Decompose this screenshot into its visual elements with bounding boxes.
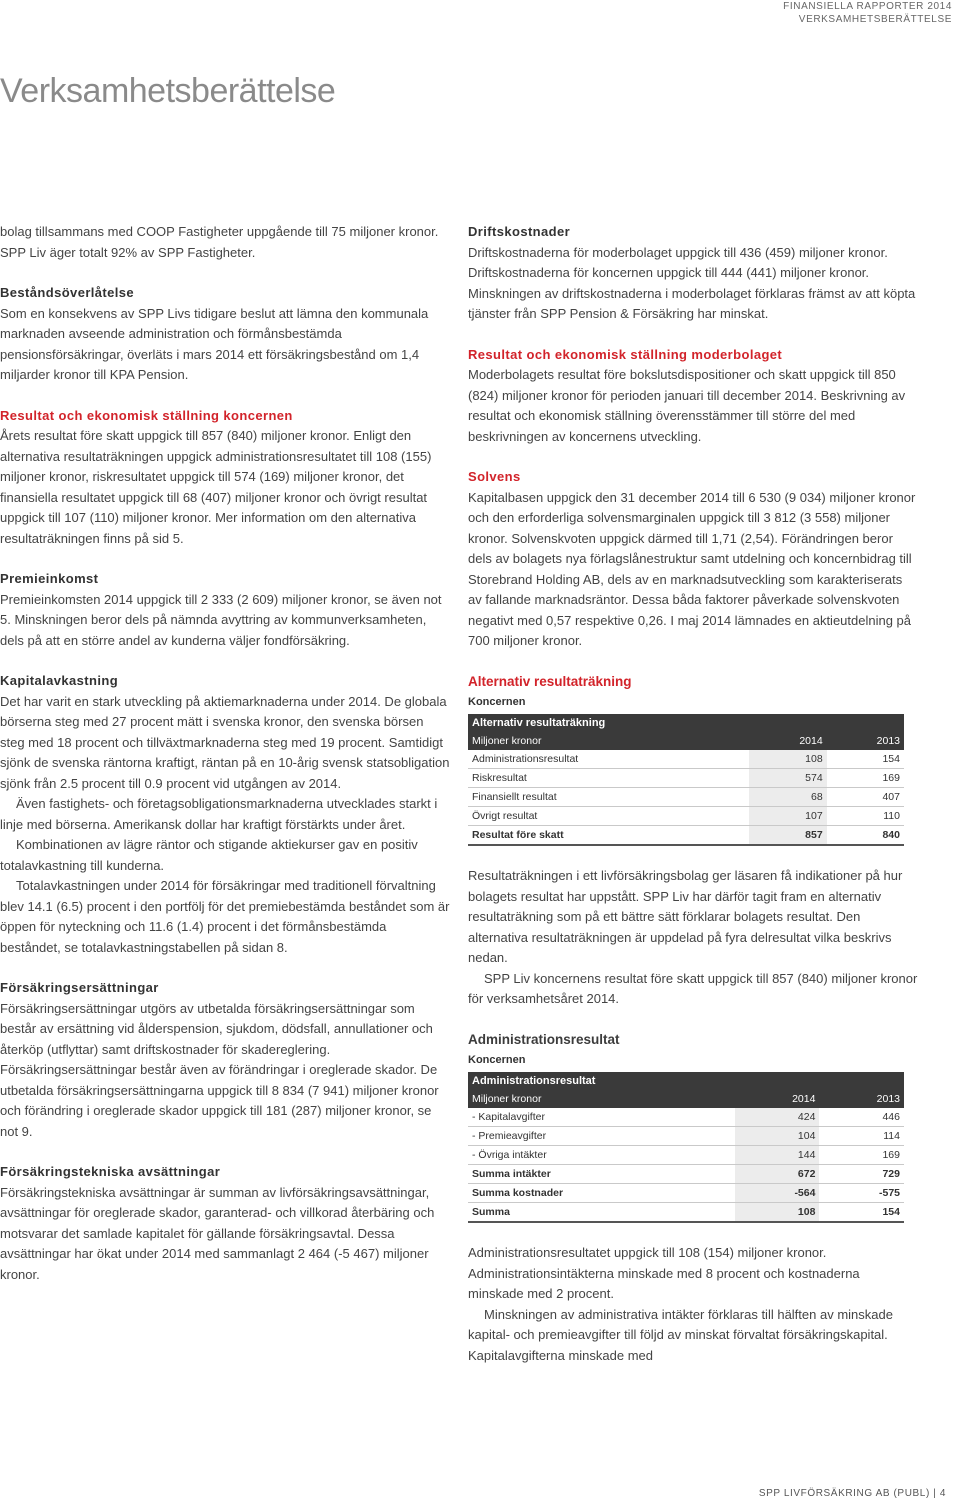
alternativ-resultatrakning-paragraph: Resultaträkningen i ett livförsäkringsbolag ger läsaren få indikationer på hur bolagets resultat har uppstått. SPP Liv har därför tagit fram en alternativ resultaträkning som på ett bättre sätt förklarar bolagets resultat. Den alternativa resultaträkningen är uppdelad på fyra delresultat vilka beskrivs nedan. [468, 868, 903, 965]
page-title: Verksamhetsberättelse [0, 72, 336, 110]
administrationsresultat-paragraph: Administrationsresultatet uppgick till 108 (154) miljoner kronor. Administrationsintäkterna minskade med 8 procent och kostnaderna minskade med 2 procent. [468, 1245, 860, 1301]
table-title: Administrationsresultat [468, 1072, 904, 1090]
cell-2014: -564 [735, 1184, 820, 1203]
table-total-row [468, 1203, 904, 1223]
table-unit: Miljoner kronor [468, 732, 749, 750]
section-text-bestandsoverlatelse: Som en konsekvens av SPP Livs tidigare beslut att lämna den kommunala marknaden avseende administration och förmånsbestämda pensionsförsäkringar, överläts i mars 2014 ett försäkringsbestånd om 1,4 miljarder kronor till KPA Pension. [0, 305, 429, 382]
cell-2013: 446 [819, 1108, 904, 1127]
cell-2014: 857 [749, 826, 826, 846]
cell-2013: 840 [827, 826, 904, 846]
table-row [468, 807, 904, 826]
column-header-2013: 2013 [819, 1090, 904, 1108]
cell-2013: 114 [819, 1127, 904, 1146]
column-header-2013: 2013 [827, 732, 904, 750]
intro-paragraph: bolag tillsammans med COOP Fastigheter uppgående till 75 miljoner kronor. SPP Liv äger totalt 92% av SPP Fastigheter. [0, 224, 439, 260]
section-heading-solvens: Solvens [468, 469, 521, 484]
page-footer: SPP LIVFÖRSÄKRING AB (PUBL) | 4 [758, 1488, 946, 1499]
cell-2014: 104 [735, 1127, 820, 1146]
section-heading-administrationsresultat: Administrationsresultat [468, 1031, 620, 1047]
table-row [468, 750, 904, 769]
alternativ-resultatrakning-table [468, 714, 904, 846]
cell-2014: 144 [735, 1146, 820, 1165]
section-heading-resultat-moderbolaget: Resultat och ekonomisk ställning moderbolaget [468, 346, 783, 362]
kapitalavkastning-paragraph: Det har varit en stark utveckling på aktiemarknaderna under 2014. De globala börserna steg med 27 procent mätt i svenska kronor, den svenska börsen steg med 18 procent och tillväxtmarknaderna steg med 19 procent. Samtidigt sjönk de svenska räntorna kraftigt, räntan på en 10-årig svensk statsobligation sjönk från 2.5 procent till 0.9 procent vid utgången av 2014. [0, 693, 450, 791]
cell-2013: 407 [827, 788, 904, 807]
cell-2014: 574 [749, 769, 826, 788]
cell-2014: 108 [735, 1203, 820, 1223]
column-header-2014: 2014 [749, 732, 826, 750]
cell-2014: 108 [749, 750, 826, 769]
section-heading-forsakringstekniska-avsattningar: Försäkringstekniska avsättningar [0, 1164, 221, 1179]
table-row [468, 1165, 904, 1184]
section-text-forsakringsersattningar: Försäkringsersättningar utgörs av utbetalda försäkringsersättningar som består av ersättning vid ålderspension, sjukdom, dödsfall, annullationer och återköp (utflyttar) samt driftskostnader för skadereglering. Försäkringsersättningar består även av förändringar i oreglerade skador. De utbetalda försäkringsersättningarna uppgick till 8 834 (7 941) miljoner kronor och förändring i oreglerade skador uppgick till 181 (287) miljoner kronor, se not 9. [0, 1000, 439, 1139]
cell-2013: 169 [827, 769, 904, 788]
administrationsresultat-paragraph: Minskningen av administrativa intäkter förklaras till hälften av minskade kapital- och premieavgifter till följd av minskat förvaltat försäkringskapital. Kapitalavgifterna minskade med [468, 1306, 893, 1363]
kapitalavkastning-paragraph: Kombinationen av lägre räntor och stigande aktiekurser gav en positiv totalavkastning till kunderna. [0, 837, 418, 873]
cell-2013: 154 [827, 750, 904, 769]
column-header-2014: 2014 [735, 1090, 820, 1108]
cell-2014: 68 [749, 788, 826, 807]
cell-2013: 169 [819, 1146, 904, 1165]
cell-2014: 424 [735, 1108, 820, 1127]
section-heading-resultat-koncernen: Resultat och ekonomisk ställning koncernen [0, 407, 293, 423]
right-column [468, 222, 918, 1366]
section-heading-driftskostnader: Driftskostnader [468, 224, 571, 239]
cell-2013: 154 [819, 1203, 904, 1223]
table-row [468, 1146, 904, 1165]
table-row [468, 1108, 904, 1127]
table-row [468, 769, 904, 788]
section-heading-kapitalavkastning: Kapitalavkastning [0, 673, 119, 688]
left-column [0, 222, 450, 1285]
cell-2014: 672 [735, 1165, 820, 1184]
cell-2013: 110 [827, 807, 904, 826]
section-text-driftskostnader: Driftskostnaderna för moderbolaget uppgick till 436 (459) miljoner kronor. Driftskostnaderna för koncernen uppgick till 444 (441) miljoner kronor. Minskningen av driftskostnaderna i moderbolaget förklaras främst av att köpta tjänster från SPP Pension & Försäkring har minskat. [468, 244, 916, 321]
row-label: Övrigt resultat [468, 807, 749, 826]
kapitalavkastning-paragraph: Även fastighets- och företagsobligationsmarknaderna utvecklades starkt i linje med börserna. Amerikansk dollar har kraftigt förstärkts under året. [0, 796, 438, 832]
section-heading-alternativ-resultatrakning: Alternativ resultaträkning [468, 673, 632, 689]
row-label: - Övriga intäkter [468, 1146, 735, 1165]
section-heading-premieinkomst: Premieinkomst [0, 571, 99, 586]
table-unit: Miljoner kronor [468, 1090, 735, 1108]
row-label: Resultat före skatt [468, 826, 749, 846]
cell-2014: 107 [749, 807, 826, 826]
section-heading-bestandsoverlatelse: Beståndsöverlåtelse [0, 285, 135, 300]
cell-2013: 729 [819, 1165, 904, 1184]
table-subtitle: Koncernen [468, 696, 526, 708]
row-label: Summa [468, 1203, 735, 1223]
row-label: Riskresultat [468, 769, 749, 788]
section-text-forsakringstekniska-avsattningar: Försäkringstekniska avsättningar är summan av livförsäkringsavsättningar, avsättningar för oreglerade skador, garanterad- och villkorad återbäring och motsvarar det samlade kapitalet för gällande försäkringsavtal. Dessa avsättningar har ökat under 2014 med sammanlagt 2 464 (-5 467) miljoner kronor. [0, 1184, 435, 1282]
kapitalavkastning-paragraph: Totalavkastningen under 2014 för försäkringar med traditionell förvaltning blev 14.1 (6.5) procent i den portfölj för det premiebestämda beståndet som är öppen för nyteckning och 11.6 (1.4) procent i det förmånsbestämda beståndet, se totalavkastningstabellen på sidan 8. [0, 878, 450, 955]
row-label: - Premieavgifter [468, 1127, 735, 1146]
header-line-1: FINANSIELLA RAPPORTER 2014 [783, 1, 952, 12]
table-subtitle: Koncernen [468, 1054, 526, 1066]
row-label: Finansiellt resultat [468, 788, 749, 807]
row-label: Summa intäkter [468, 1165, 735, 1184]
cell-2013: -575 [819, 1184, 904, 1203]
section-text-resultat-koncernen: Årets resultat före skatt uppgick till 857 (840) miljoner kronor. Enligt den alternativa resultaträkningen uppgick administrationsresultatet till 108 (155) miljoner kronor, riskresultatet uppgick till 574 (169) miljoner kronor, det finansiella resultatet uppgick till 68 (407) miljoner kronor och övrigt resultat uppgick till 107 (110) miljoner kronor. Mer information om den alternativa resultaträkningen finns på sid 5. [0, 428, 432, 546]
header-line-2: VERKSAMHETSBERÄTTELSE [798, 14, 952, 25]
running-header [783, 0, 952, 26]
section-text-premieinkomst: Premieinkomsten 2014 uppgick till 2 333 (2 609) miljoner kronor, se även not 5. Minskningen beror dels på nämnda avyttring av kommunverksamheten, dels på att en större andel av kunderna väljer fondförsäkring. [0, 591, 442, 648]
table-row [468, 1127, 904, 1146]
row-label: - Kapitalavgifter [468, 1108, 735, 1127]
table-total-row [468, 826, 904, 846]
table-row [468, 1184, 904, 1203]
row-label: Administrationsresultat [468, 750, 749, 769]
section-text-solvens: Kapitalbasen uppgick den 31 december 2014 till 6 530 (9 034) miljoner kronor och den erforderliga solvensmarginalen uppgick till 3 812 (3 558) miljoner kronor. Solvenskvoten uppgick därmed till 1,71 (2,54). Förändringen beror dels av bolagets nya förlagslånestruktur samt utdelning och koncernbidrag till Storebrand Holding AB, dels av en marknadsutveckling som karakteriserats av fallande marknadsräntor. Dessa båda faktorer påverkade solvenskvoten negativt med 0,57 respektive 0,26. I maj 2014 lämnades en aktieutdelning på 700 miljoner kronor. [468, 489, 916, 648]
section-heading-forsakringsersattningar: Försäkringsersättningar [0, 980, 159, 995]
alternativ-resultatrakning-paragraph: SPP Liv koncernens resultat före skatt uppgick till 857 (840) miljoner kronor för verksamhetsåret 2014. [468, 970, 918, 1006]
table-row [468, 788, 904, 807]
administrationsresultat-table [468, 1072, 904, 1223]
section-text-resultat-moderbolaget: Moderbolagets resultat före bokslutsdispositioner och skatt uppgick till 850 (824) miljoner kronor för perioden januari till december 2014. Beskrivning av resultat och ekonomisk ställning överensstämmer till större del med beskrivningen av koncernens utveckling. [468, 367, 906, 444]
row-label: Summa kostnader [468, 1184, 735, 1203]
table-title: Alternativ resultaträkning [468, 714, 904, 732]
